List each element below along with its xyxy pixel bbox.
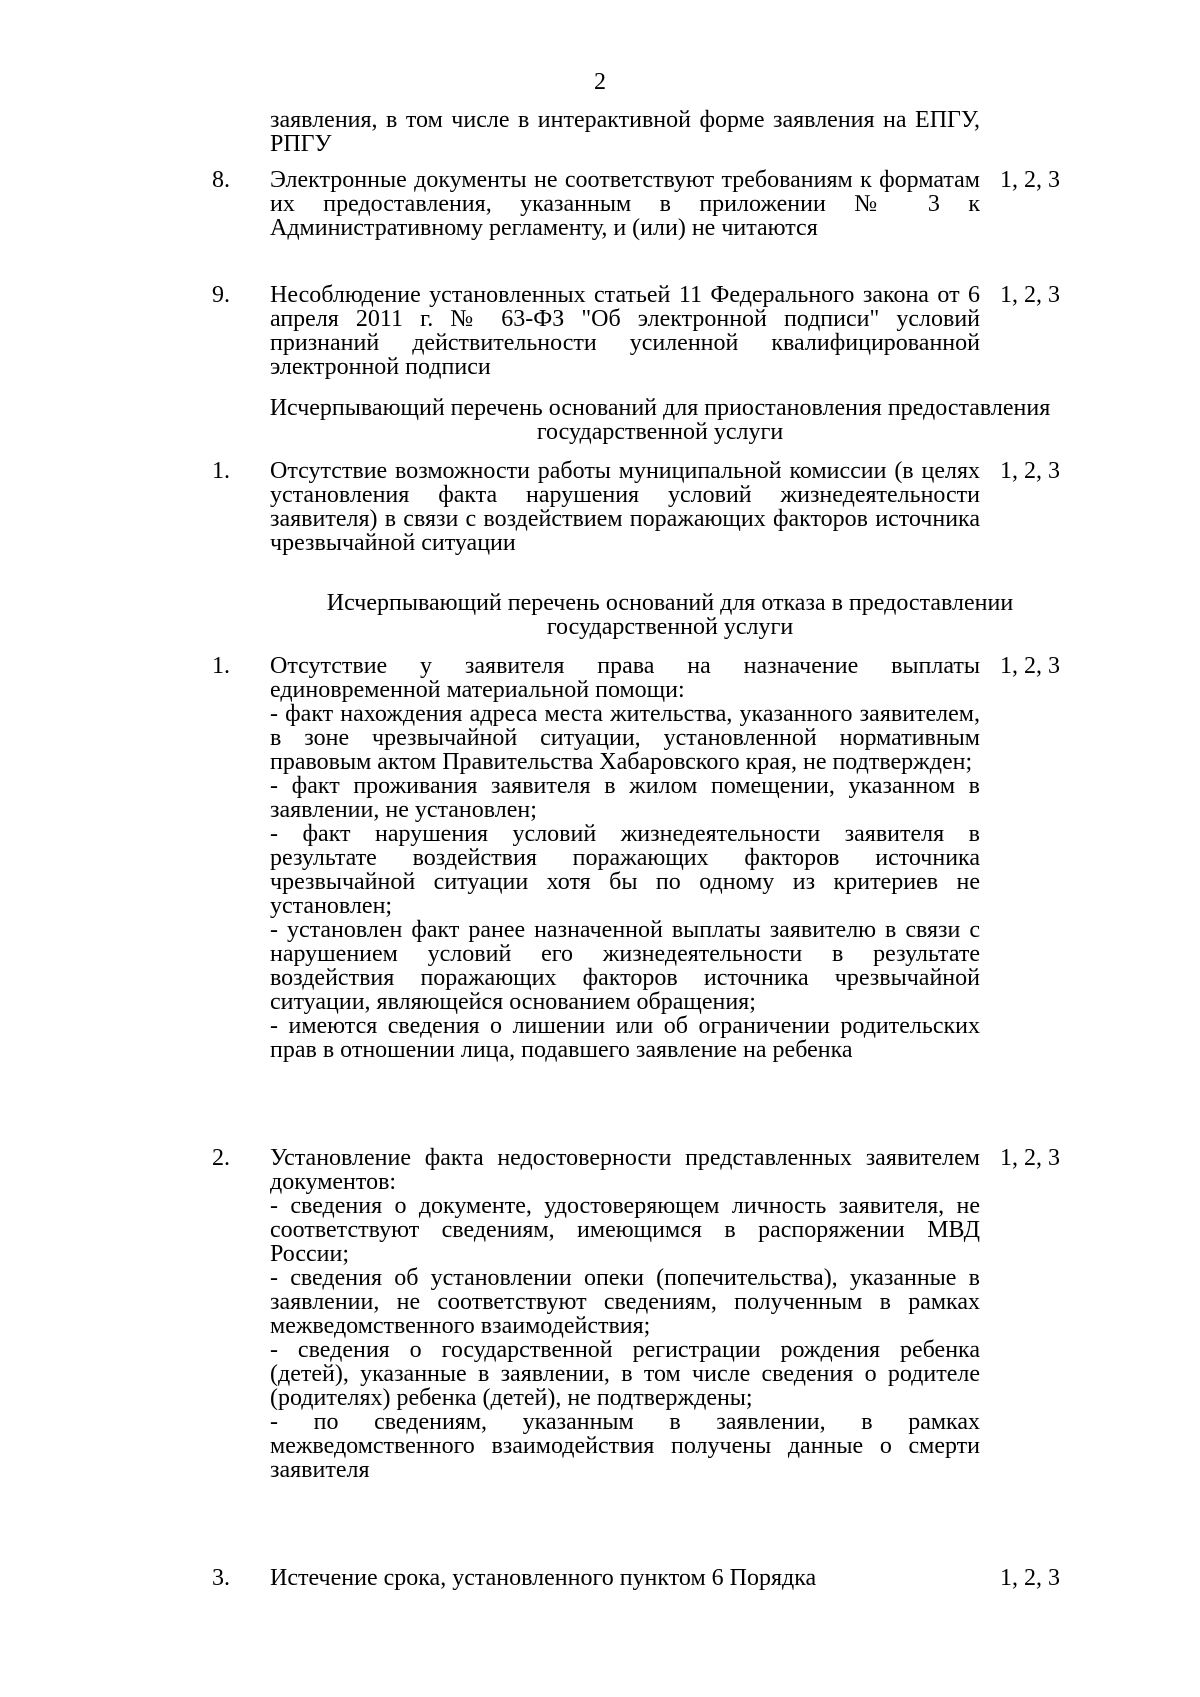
row-number: 1. [212,458,230,484]
row-line: - по сведениям, указанным в заявлении, в рамках межведомственного взаимодействия получены данные о смерти заявителя [270,1409,980,1483]
row-number: 3. [212,1565,230,1591]
row-line: - сведения о государственной регистрации рождения ребенка (детей), указанные в заявлении, в том числе сведения о родителе (родителях) ребенка (детей), не подтверждены; [270,1337,980,1411]
row-line: Истечение срока, установленного пунктом 6 Порядка [270,1565,817,1591]
row-number: 2. [212,1145,230,1171]
row-text: Электронные документы не соответствуют требованиям к форматам их предоставления, указанным в приложении № 3 к Административному регламенту, и (или) не читаются [270,167,980,241]
row-codes: 1, 2, 3 [1000,653,1060,679]
row-codes: 1, 2, 3 [1000,282,1060,308]
row-codes: 1, 2, 3 [1000,1145,1060,1171]
row-line: Установление факта недостоверности представленных заявителем документов: [270,1145,980,1195]
section-heading-suspension: Исчерпывающий перечень оснований для приостановления предоставления государственной услуги [269,395,1051,445]
row-text: заявления, в том числе в интерактивной форме заявления на ЕПГУ, РПГУ [270,107,980,157]
row-codes: 1, 2, 3 [1000,167,1060,193]
row-text [270,1566,980,1590]
row-line: - факт проживания заявителя в жилом помещении, указанном в заявлении, не установлен; [270,773,980,823]
page-number: 2 [594,69,606,95]
row-line: Отсутствие у заявителя права на назначение выплаты единовременной материальной помощи: [270,653,980,703]
row-number: 1. [212,653,230,679]
row-number: 9. [212,282,230,308]
row-number: 8. [212,167,230,193]
row-text: Отсутствие возможности работы муниципальной комиссии (в целях установления факта нарушения условий жизнедеятельности заявителя) в связи с воздействием поражающих факторов источника чрезвычайной ситуации [270,458,980,556]
row-line: - установлен факт ранее назначенной выплаты заявителю в связи с нарушением условий его жизнедеятельности в результате воздействия поражающих факторов источника чрезвычайной ситуации, являющейся основанием обращения; [270,917,980,1015]
row-codes: 1, 2, 3 [1000,458,1060,484]
row-line: - сведения об установлении опеки (попечительства), указанные в заявлении, не соответствуют сведениям, полученным в рамках межведомственного взаимодействия; [270,1265,980,1339]
row-line: - факт нарушения условий жизнедеятельности заявителя в результате воздействия поражающих факторов источника чрезвычайной ситуации хотя бы по одному из критериев не установлен; [270,821,980,919]
section-heading-refusal: Исчерпывающий перечень оснований для отказа в предоставлении государственной услуги [326,590,1014,640]
row-line: - сведения о документе, удостоверяющем личность заявителя, не соответствуют сведениям, имеющимся в распоряжении МВД России; [270,1193,980,1267]
row-text: Несоблюдение установленных статьей 11 Федерального закона от 6 апреля 2011 г. № 63-ФЗ "Об электронной подписи" условий признаний действительности усиленной квалифицированной электронной подписи [270,282,980,380]
row-text [270,1146,980,1482]
row-line: - факт нахождения адреса места жительства, указанного заявителем, в зоне чрезвычайной ситуации, установленной нормативным правовым актом Правительства Хабаровского края, не подтвержден; [270,701,980,775]
row-line: - имеются сведения о лишении или об ограничении родительских прав в отношении лица, подавшего заявление на ребенка [270,1013,980,1063]
row-text [270,654,980,1062]
row-codes: 1, 2, 3 [1000,1565,1060,1591]
